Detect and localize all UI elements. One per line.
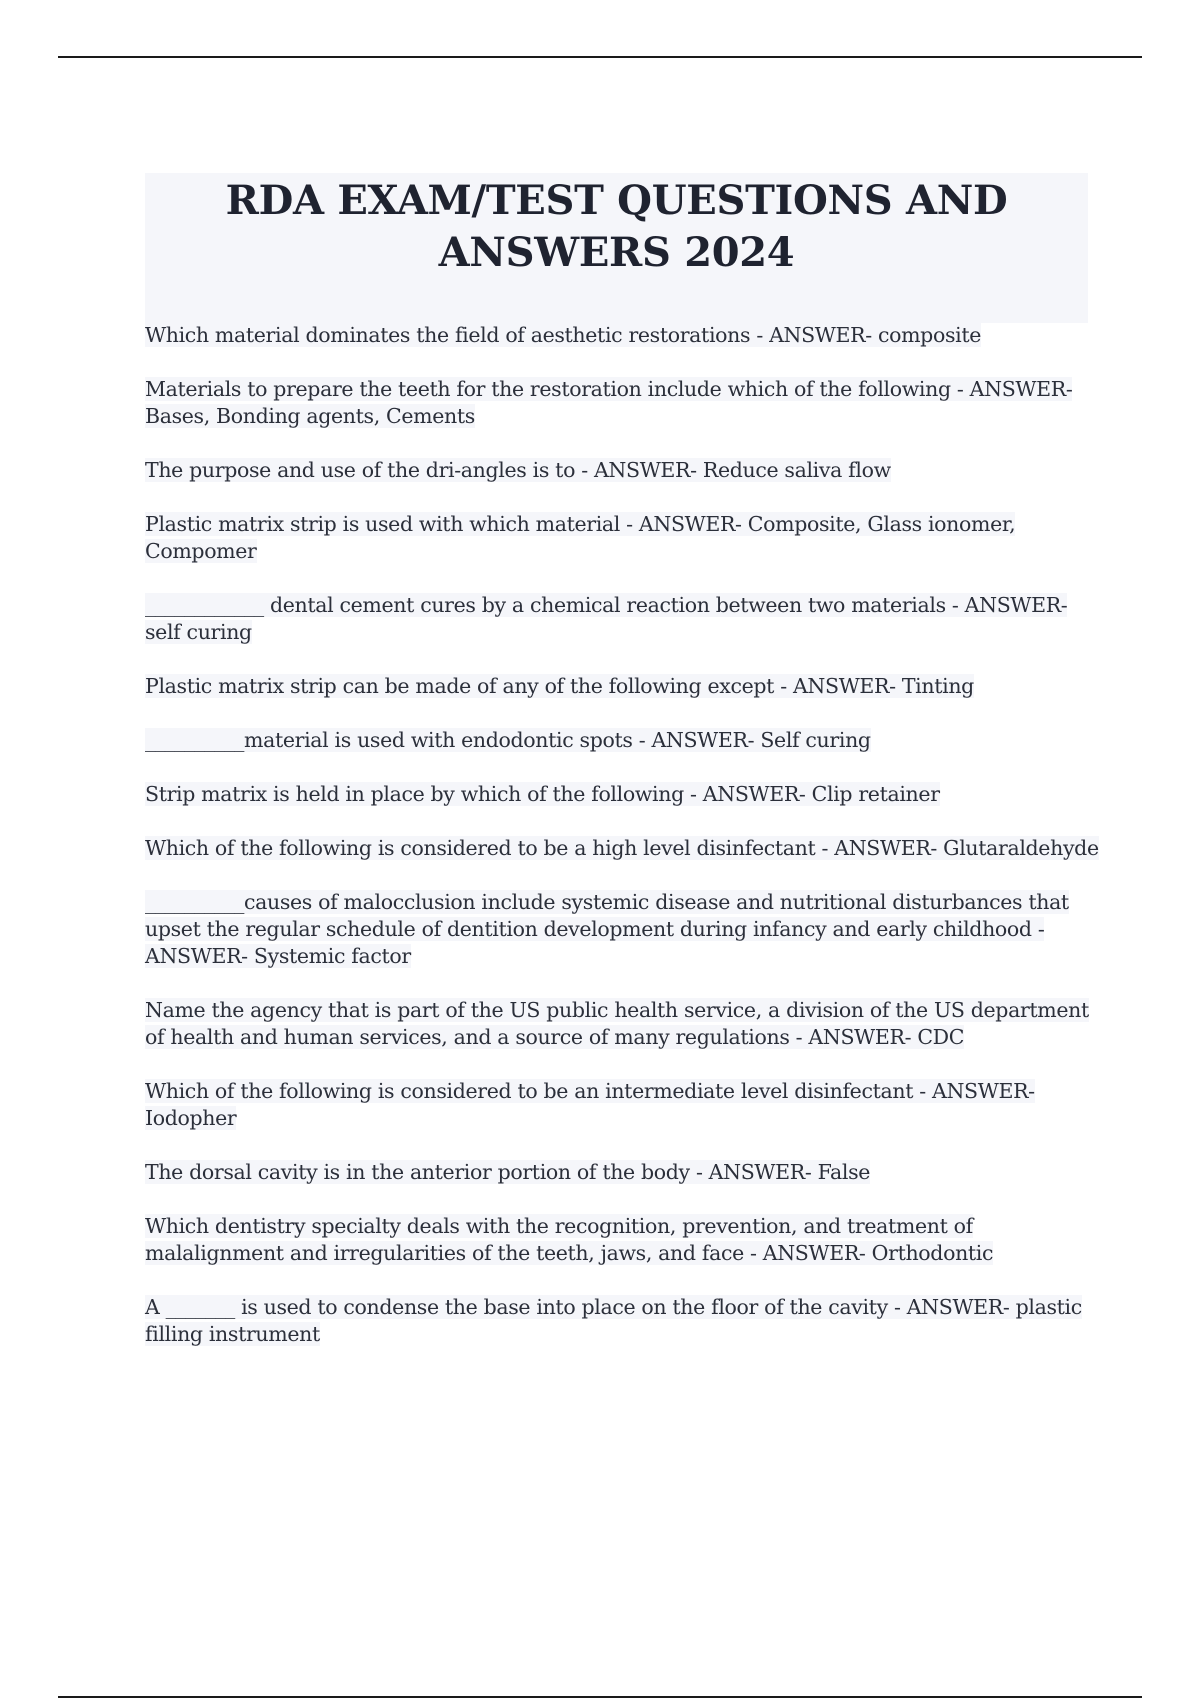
qa-text: Materials to prepare the teeth for the restoration include which of the following - ANSWER- Bases, Bonding agents, Cements: [145, 377, 1073, 428]
qa-text: __________causes of malocclusion include systemic disease and nutritional disturbances that upset the regular schedule of dentition development during infancy and early childhood - ANSWER- Systemic factor: [145, 890, 1069, 968]
qa-item: [145, 511, 1100, 565]
qa-text: Which of the following is considered to be an intermediate level disinfectant - ANSWER- Iodopher: [145, 1079, 1035, 1130]
qa-text: Which dentistry specialty deals with the recognition, prevention, and treatment of malalignment and irregularities of the teeth, jaws, and face - ANSWER- Orthodontic: [145, 1214, 994, 1265]
qa-item: [145, 997, 1100, 1051]
qa-item: [145, 322, 1100, 349]
qa-item: [145, 781, 1100, 808]
qa-text: A _______ is used to condense the base into place on the floor of the cavity - ANSWER- plastic filling instrument: [145, 1295, 1082, 1346]
document-title: [145, 175, 1088, 279]
qa-text: Plastic matrix strip can be made of any of the following except - ANSWER- Tinting: [145, 674, 974, 698]
qa-text: The dorsal cavity is in the anterior portion of the body - ANSWER- False: [145, 1160, 871, 1184]
qa-text: Which material dominates the field of aesthetic restorations - ANSWER- composite: [145, 323, 981, 347]
qa-item: [145, 727, 1100, 754]
qa-item: [145, 1213, 1100, 1267]
qa-item: [145, 592, 1100, 646]
qa-list: [145, 322, 1100, 1375]
top-rule: [58, 56, 1142, 58]
qa-text: Plastic matrix strip is used with which material - ANSWER- Composite, Glass ionomer, Compomer: [145, 512, 1016, 563]
qa-item: [145, 457, 1100, 484]
qa-item: [145, 673, 1100, 700]
title-line-2: ANSWERS 2024: [438, 229, 795, 276]
title-block: [145, 173, 1088, 323]
qa-item: [145, 889, 1100, 970]
qa-text: __________material is used with endodontic spots - ANSWER- Self curing: [145, 728, 871, 752]
qa-text: Strip matrix is held in place by which of the following - ANSWER- Clip retainer: [145, 782, 940, 806]
qa-text: ____________ dental cement cures by a chemical reaction between two materials - ANSWER- self curing: [145, 593, 1068, 644]
qa-text: Name the agency that is part of the US public health service, a division of the US department of health and human services, and a source of many regulations - ANSWER- CDC: [145, 998, 1089, 1049]
qa-text: The purpose and use of the dri-angles is to - ANSWER- Reduce saliva flow: [145, 458, 891, 482]
qa-item: [145, 1294, 1100, 1348]
title-line-1: RDA EXAM/TEST QUESTIONS AND: [225, 177, 1008, 224]
qa-item: [145, 1078, 1100, 1132]
qa-text: Which of the following is considered to be a high level disinfectant - ANSWER- Glutaraldehyde: [145, 836, 1099, 860]
bottom-rule: [58, 1696, 1142, 1698]
qa-item: [145, 376, 1100, 430]
qa-item: [145, 835, 1100, 862]
qa-item: [145, 1159, 1100, 1186]
